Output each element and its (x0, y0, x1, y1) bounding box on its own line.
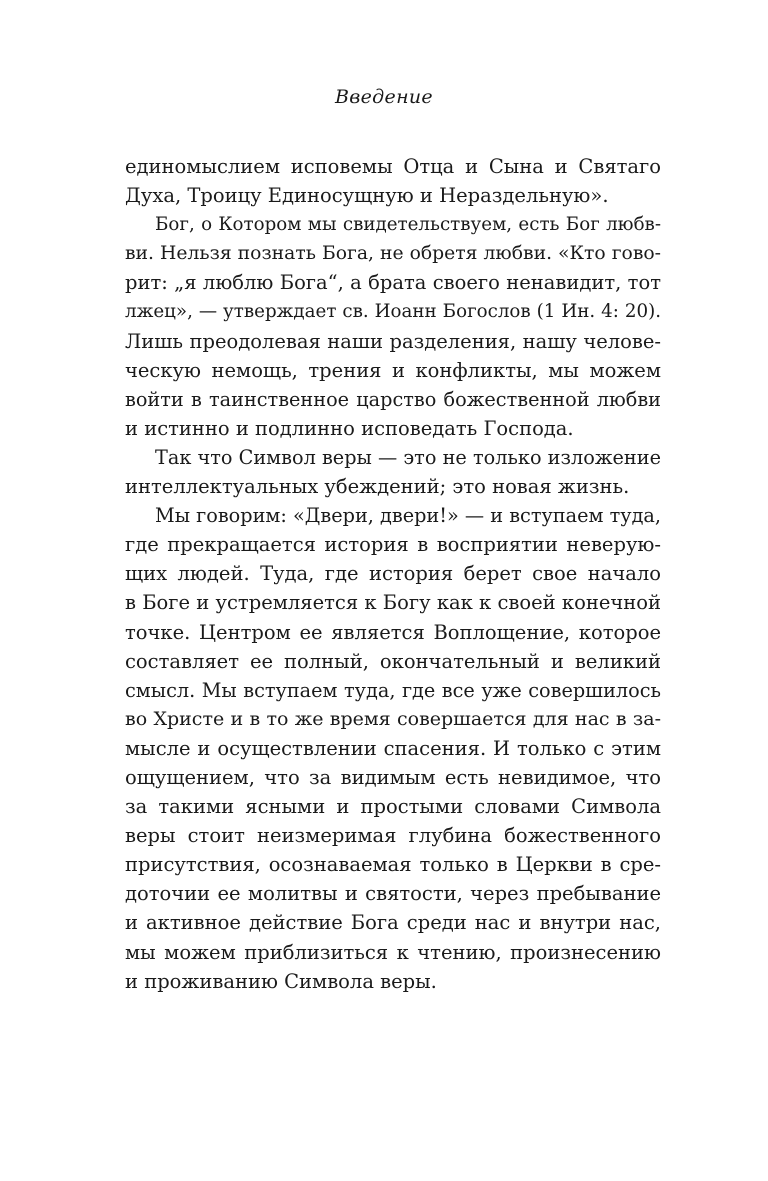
text-line: лжец», — утверждает св. Иоанн Богослов (1 Ин. 4: 20). (125, 301, 661, 323)
text-line: смысл. Мы вступаем туда, где все уже совершилось (125, 678, 661, 702)
text-line: Мы говорим: «Двери, двери!» — и вступаем туда, (155, 504, 662, 528)
text-line: во Христе и в то же время совершается для нас в за- (125, 707, 661, 730)
text-line: ческую немощь, трения и конфликты, мы можем (125, 358, 661, 382)
text-line: Так что Символ веры — это не только изложение (155, 445, 661, 469)
text-line: щих людей. Туда, где история берет свое начало (125, 562, 661, 586)
text-line: рит: „я люблю Бога“, а брата своего ненавидит, тот (125, 271, 661, 295)
text-line: мысле и осуществлении спасения. И только с этим (125, 736, 661, 760)
running-head: Введение (335, 86, 433, 108)
text-line: войти в таинственное царство божественной любви (125, 387, 661, 411)
text-line: единомыслием исповемы Отца и Сына и Святаго (125, 155, 661, 178)
text-line: Духа, Троицу Единосущную и Нераздельную». (125, 184, 609, 208)
text-line: Лишь преодолевая наши разделения, нашу челове- (125, 329, 661, 353)
text-line: в Боге и устремляется к Богу как к своей конечной (125, 591, 661, 615)
body-text (125, 152, 661, 996)
text-line: ви. Нельзя познать Бога, не обретя любви. «Кто гово- (125, 243, 661, 265)
text-line: точке. Центром ее является Воплощение, которое (125, 620, 661, 644)
text-line: и истинно и подлинно исповедать Господа. (125, 416, 574, 440)
text-line: за такими ясными и простыми словами Символа (125, 795, 661, 819)
text-line: Бог, о Котором мы свидетельствуем, есть Бог любв- (155, 214, 661, 236)
text-line: и проживанию Символа веры. (125, 969, 437, 993)
text-line: где прекращается история в восприятии неверую- (125, 533, 661, 557)
text-line: мы можем приблизиться к чтению, произнесению (125, 940, 661, 964)
text-line: присутствия, осознаваемая только в Церкви в сре- (125, 853, 661, 877)
text-line: составляет ее полный, окончательный и великий (125, 649, 661, 673)
text-line: ощущением, что за видимым есть невидимое, что (125, 765, 661, 789)
text-line: веры стоит неизмеримая глубина божественного (125, 824, 661, 848)
text-line: и активное действие Бога среди нас и внутри нас, (125, 911, 661, 935)
text-line: интеллектуальных убеждений; это новая жизнь. (125, 475, 630, 499)
text-line: доточии ее молитвы и святости, через пребывание (125, 882, 661, 906)
